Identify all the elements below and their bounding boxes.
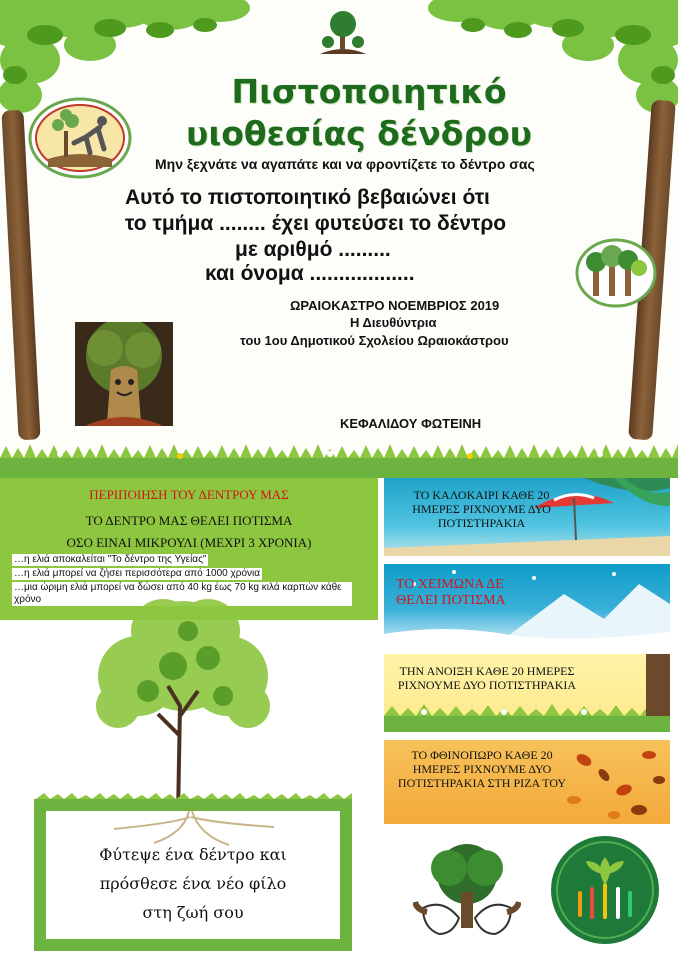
olive-fact-1: …η ελιά αποκαλείται "Το δέντρο της Υγείας" xyxy=(14,554,207,565)
certificate-subtitle: Μην ξεχνάτε να αγαπάτε και να φροντίζετε το δέντρο σας xyxy=(155,156,535,172)
plant-message-line3: στη ζωή σου xyxy=(142,903,244,922)
certificate-text-line2: το τμήμα ........ έχει φυτεύσει το δέντρο xyxy=(125,212,507,235)
olive-fact-2: …η ελιά μπορεί να ζήσει περισσότερα από 1000 χρόνια xyxy=(14,568,261,579)
olive-fact-3: …μια ώριμη ελιά μπορεί να δώσει από 40 kg έως 70 kg κιλά καρπών κάθε χρόνο xyxy=(12,582,352,606)
certificate-text-line3: με αριθμό ......... xyxy=(235,238,391,261)
season-card-winter xyxy=(384,564,670,647)
big-tree-illustration xyxy=(78,596,288,816)
care-text-line2: ΟΣΟ ΕΙΝΑΙ ΜΙΚΡΟΥΛΙ (ΜΕΧΡΙ 3 ΧΡΟΝΙΑ) xyxy=(66,535,312,550)
plant-message-line2: πρόσθεσε ένα νέο φίλο xyxy=(99,874,287,893)
principal-role: Η Διευθύντρια xyxy=(350,315,437,330)
certificate-title-line2: υιοθεσίας δένδρου xyxy=(186,114,532,153)
plant-message-frame xyxy=(34,793,352,951)
school-name: του 1ου Δημοτικού Σχολείου Ωραιοκάστρου xyxy=(240,333,509,348)
season-card-autumn xyxy=(384,740,670,824)
place-date: ΩΡΑΙΟΚΑΣΤΡΟ ΝΟΕΜΒΡΙΟΣ 2019 xyxy=(290,298,500,313)
spring-label: ΤΗΝ ΑΝΟΙΞΗ ΚΑΘΕ 20 ΗΜΕΡΕΣ ΡΙΧΝΟΥΜΕ ΔΥΟ ΠΟΤΙΣΤΗΡΑΚΙΑ xyxy=(397,664,577,692)
grass-border xyxy=(0,444,678,478)
signatory-name: ΚΕΦΑΛΙΔΟΥ ΦΩΤΕΙΝΗ xyxy=(340,416,482,431)
care-text-line1: ΤΟ ΔΕΝΤΡΟ ΜΑΣ ΘΕΛΕΙ ΠΟΤΙΣΜΑ xyxy=(85,513,293,528)
adoption-certificate xyxy=(0,0,678,478)
summer-label: ΤΟ ΚΑΛΟΚΑΙΡΙ ΚΑΘΕ 20 ΗΜΕΡΕΣ ΡΙΧΝΟΥΜΕ ΔΥΟ ΠΟΤΙΣΤΗΡΑΚΙΑ xyxy=(412,488,551,530)
smiling-tree-image xyxy=(75,322,173,426)
certificate-title-line1: Πιστοποιητικό xyxy=(231,72,507,111)
season-card-summer xyxy=(384,478,670,556)
season-card-spring xyxy=(384,654,670,732)
care-title: ΠΕΡΙΠΟΙΗΣΗ ΤΟΥ ΔΕΝΤΡΟΥ ΜΑΣ xyxy=(89,487,289,502)
environment-circle-logo xyxy=(550,835,660,945)
certificate-text-line1: Αυτό το πιστοποιητικό βεβαιώνει ότι xyxy=(125,186,490,209)
autumn-label: ΤΟ ΦΘΙΝΟΠΩΡΟ ΚΑΘΕ 20 ΗΜΕΡΕΣ ΡΙΧΝΟΥΜΕ ΔΥΟ ΠΟΤΙΣΤΗΡΑΚΙΑ ΣΤΗ ΡΙΖΑ ΤΟΥ xyxy=(397,748,567,790)
small-tree-icon xyxy=(318,8,368,58)
hands-holding-tree-icon xyxy=(413,838,521,948)
plant-message-line1: Φύτεψε ένα δέντρο και xyxy=(99,845,287,864)
hands-trees-logo xyxy=(575,238,657,308)
certificate-text-line4: και όνομα .................. xyxy=(205,262,415,285)
winter-label: ΤΟ ΧΕΙΜΩΝΑ ΔΕ ΘΕΛΕΙ ΠΟΤΙΣΜΑ xyxy=(396,577,506,608)
